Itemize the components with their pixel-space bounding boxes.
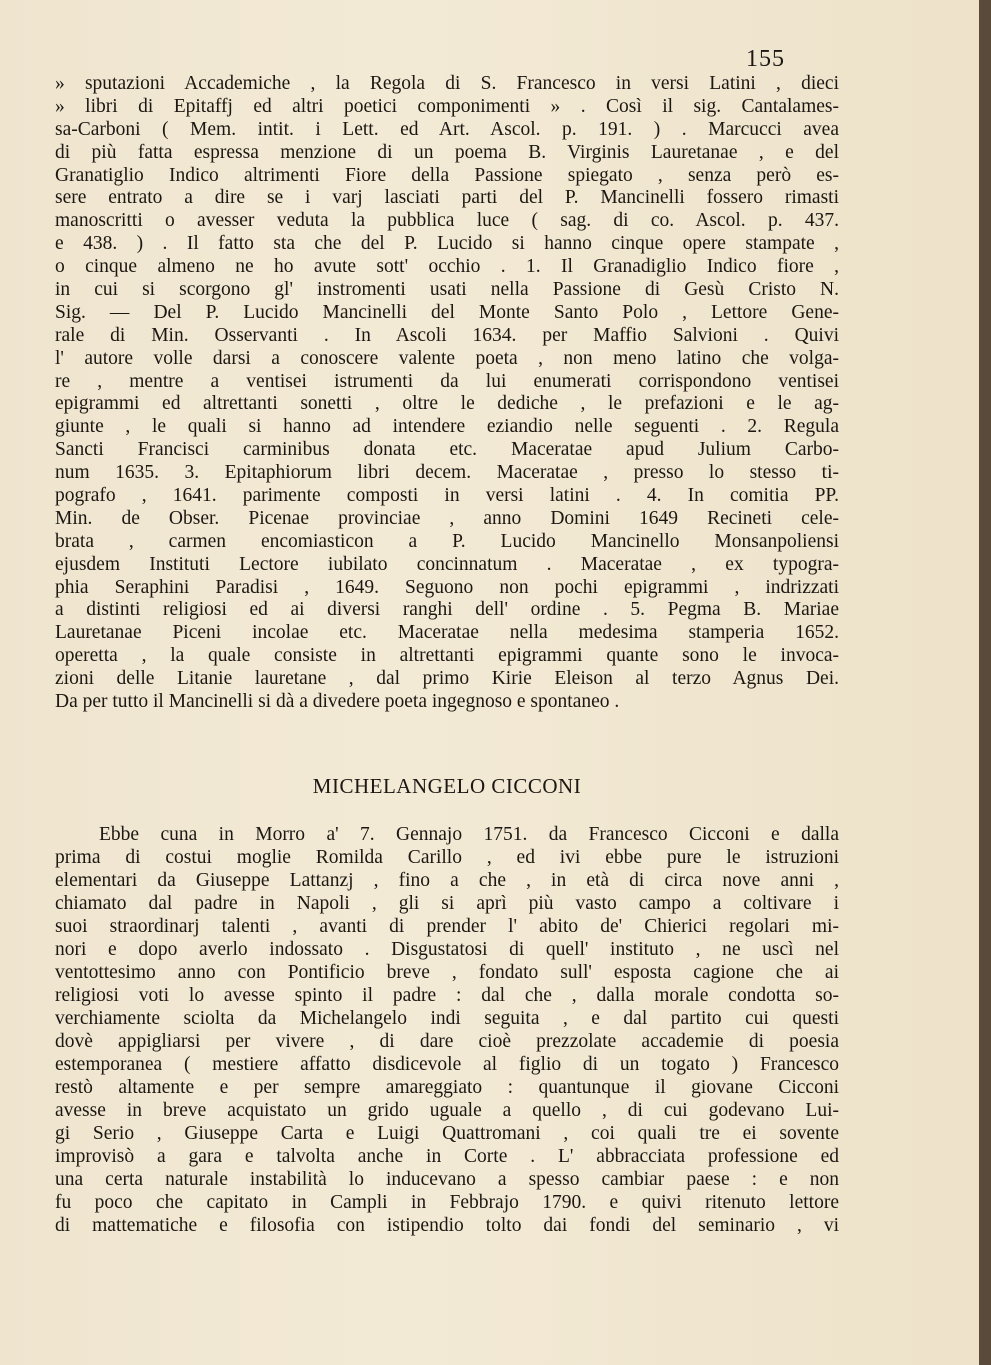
text-line: Da per tutto il Mancinelli si dà a divedere poeta ingegnoso e spontaneo . xyxy=(55,691,620,713)
text-line: estemporanea ( mestiere affatto disdicevole al figlio di un togato ) Francesco xyxy=(55,1054,839,1075)
text-line: elementari da Giuseppe Lattanzj , fino a che , in età di circa nove anni , xyxy=(55,870,839,891)
text-line: » sputazioni Accademiche , la Regola di S. Francesco in versi Latini , dieci xyxy=(55,73,839,94)
text-line: chiamato dal padre in Napoli , gli si aprì più vasto campo a coltivare i xyxy=(55,893,839,914)
text-line: dovè appigliarsi per vivere , di dare cioè prezzolate accademie di poesia xyxy=(55,1031,839,1052)
text-line: Lauretanae Piceni incolae etc. Maceratae nella medesima stamperia 1652. xyxy=(55,622,839,644)
text-line: manoscritti o avesser veduta la pubblica luce ( sag. di co. Ascol. p. 437. xyxy=(55,210,839,232)
text-line: o cinque almeno ne ho avute sott' occhio . 1. Il Granadiglio Indico fiore , xyxy=(55,256,839,278)
text-line: sa-Carboni ( Mem. intit. i Lett. ed Art. Ascol. p. 191. ) . Marcucci avea xyxy=(55,118,839,140)
text-line: verchiamente sciolta da Michelangelo indi seguita , e dal partito cui questi xyxy=(55,1008,839,1029)
paragraph-cicconi xyxy=(55,823,839,1237)
text-line: re , mentre a ventisei istrumenti da lui enumerati corrispondono ventisei xyxy=(55,370,839,392)
text-line: epigrammi ed altrettanti sonetti , oltre le dediche , le prefazioni e le ag- xyxy=(55,393,839,415)
text-line: Min. de Obser. Picenae provinciae , anno Domini 1649 Recineti cele- xyxy=(55,507,839,529)
text-line: Sancti Francisci carminibus donata etc. Maceratae apud Julium Carbo- xyxy=(55,439,839,461)
text-line: num 1635. 3. Epitaphiorum libri decem. Maceratae , presso lo stesso ti- xyxy=(55,462,839,484)
text-line: » libri di Epitaffj ed altri poetici componimenti » . Così il sig. Cantalames- xyxy=(55,95,839,117)
text-line: Sig. — Del P. Lucido Mancinelli del Monte Santo Polo , Lettore Gene- xyxy=(55,301,839,323)
text-line: in cui si scorgono gl' instromenti usati nella Passione di Gesù Cristo N. xyxy=(55,279,839,301)
text-line: Ebbe cuna in Morro a' 7. Gennajo 1751. da Francesco Cicconi e dalla xyxy=(99,824,839,845)
section-title: MICHELANGELO CICCONI xyxy=(312,774,582,798)
text-line: nori e dopo averlo indossato . Disgustatosi di quell' instituto , ne uscì nel xyxy=(55,939,839,960)
text-line: avesse in breve acquistato un grido uguale a quello , di cui godevano Lui- xyxy=(55,1100,839,1121)
text-line: prima di costui moglie Romilda Carillo , ed ivi ebbe pure le istruzioni xyxy=(55,847,839,868)
text-line: ejusdem Instituti Lectore iubilato concinnatum . Maceratae , ex typogra- xyxy=(55,553,839,575)
text-line: Granatiglio Indico altrimenti Fiore della Passione spiegato , senza però es- xyxy=(55,164,839,186)
text-line: zioni delle Litanie lauretane , dal primo Kirie Eleison al terzo Agnus Dei. xyxy=(55,668,839,690)
text-line: operetta , la quale consiste in altrettanti epigrammi quante sono le invoca- xyxy=(55,645,839,667)
page-edge xyxy=(979,0,991,1365)
text-line: a distinti religiosi ed ai diversi ranghi dell' ordine . 5. Pegma B. Mariae xyxy=(55,599,839,621)
text-line: rale di Min. Osservanti . In Ascoli 1634. per Maffio Salvioni . Quivi xyxy=(55,324,839,346)
text-line: di più fatta espressa menzione di un poema B. Virginis Lauretanae , e del xyxy=(55,141,839,163)
text-line: brata , carmen encomiasticon a P. Lucido Mancinello Monsanpoliensi xyxy=(55,530,839,552)
text-line: suoi straordinarj talenti , avanti di prender l' abito de' Chierici regolari mi- xyxy=(55,916,839,937)
page-number: 155 xyxy=(746,46,785,72)
text-line: l' autore volle darsi a conoscere valente poeta , non meno latino che volga- xyxy=(55,347,839,369)
text-line: e 438. ) . Il fatto sta che del P. Lucido si hanno cinque opere stampate , xyxy=(55,233,839,255)
paragraph-mancinelli xyxy=(55,73,839,714)
text-line: gi Serio , Giuseppe Carta e Luigi Quattromani , coi quali tre ei sovente xyxy=(55,1123,839,1144)
text-line: pografo , 1641. parimente composti in versi latini . 4. In comitia PP. xyxy=(55,485,839,507)
text-line: una certa naturale instabilità lo inducevano a spesso cambiar paese : e non xyxy=(55,1169,839,1190)
text-line: restò altamente e per sempre amareggiato : quantunque il giovane Cicconi xyxy=(55,1077,839,1098)
text-line: phia Seraphini Paradisi , 1649. Seguono non pochi epigrammi , indrizzati xyxy=(55,576,839,598)
text-line: sere entrato a dire se i varj lasciati parti del P. Mancinelli fossero rimasti xyxy=(55,187,839,209)
text-line: improvisò a gara e talvolta anche in Corte . L' abbracciata professione ed xyxy=(55,1146,839,1167)
text-line: di mattematiche e filosofia con istipendio tolto dai fondi del seminario , vi xyxy=(55,1215,839,1236)
text-line: giunte , le quali si hanno ad intendere eziandio nelle seguenti . 2. Regula xyxy=(55,416,839,438)
text-line: religiosi voti lo avesse spinto il padre : dal che , dalla morale condotta so- xyxy=(55,985,839,1006)
text-line: fu poco che capitato in Campli in Febbrajo 1790. e quivi ritenuto lettore xyxy=(55,1192,839,1213)
text-line: ventottesimo anno con Pontificio breve , fondato sull' esposta cagione che ai xyxy=(55,962,839,983)
